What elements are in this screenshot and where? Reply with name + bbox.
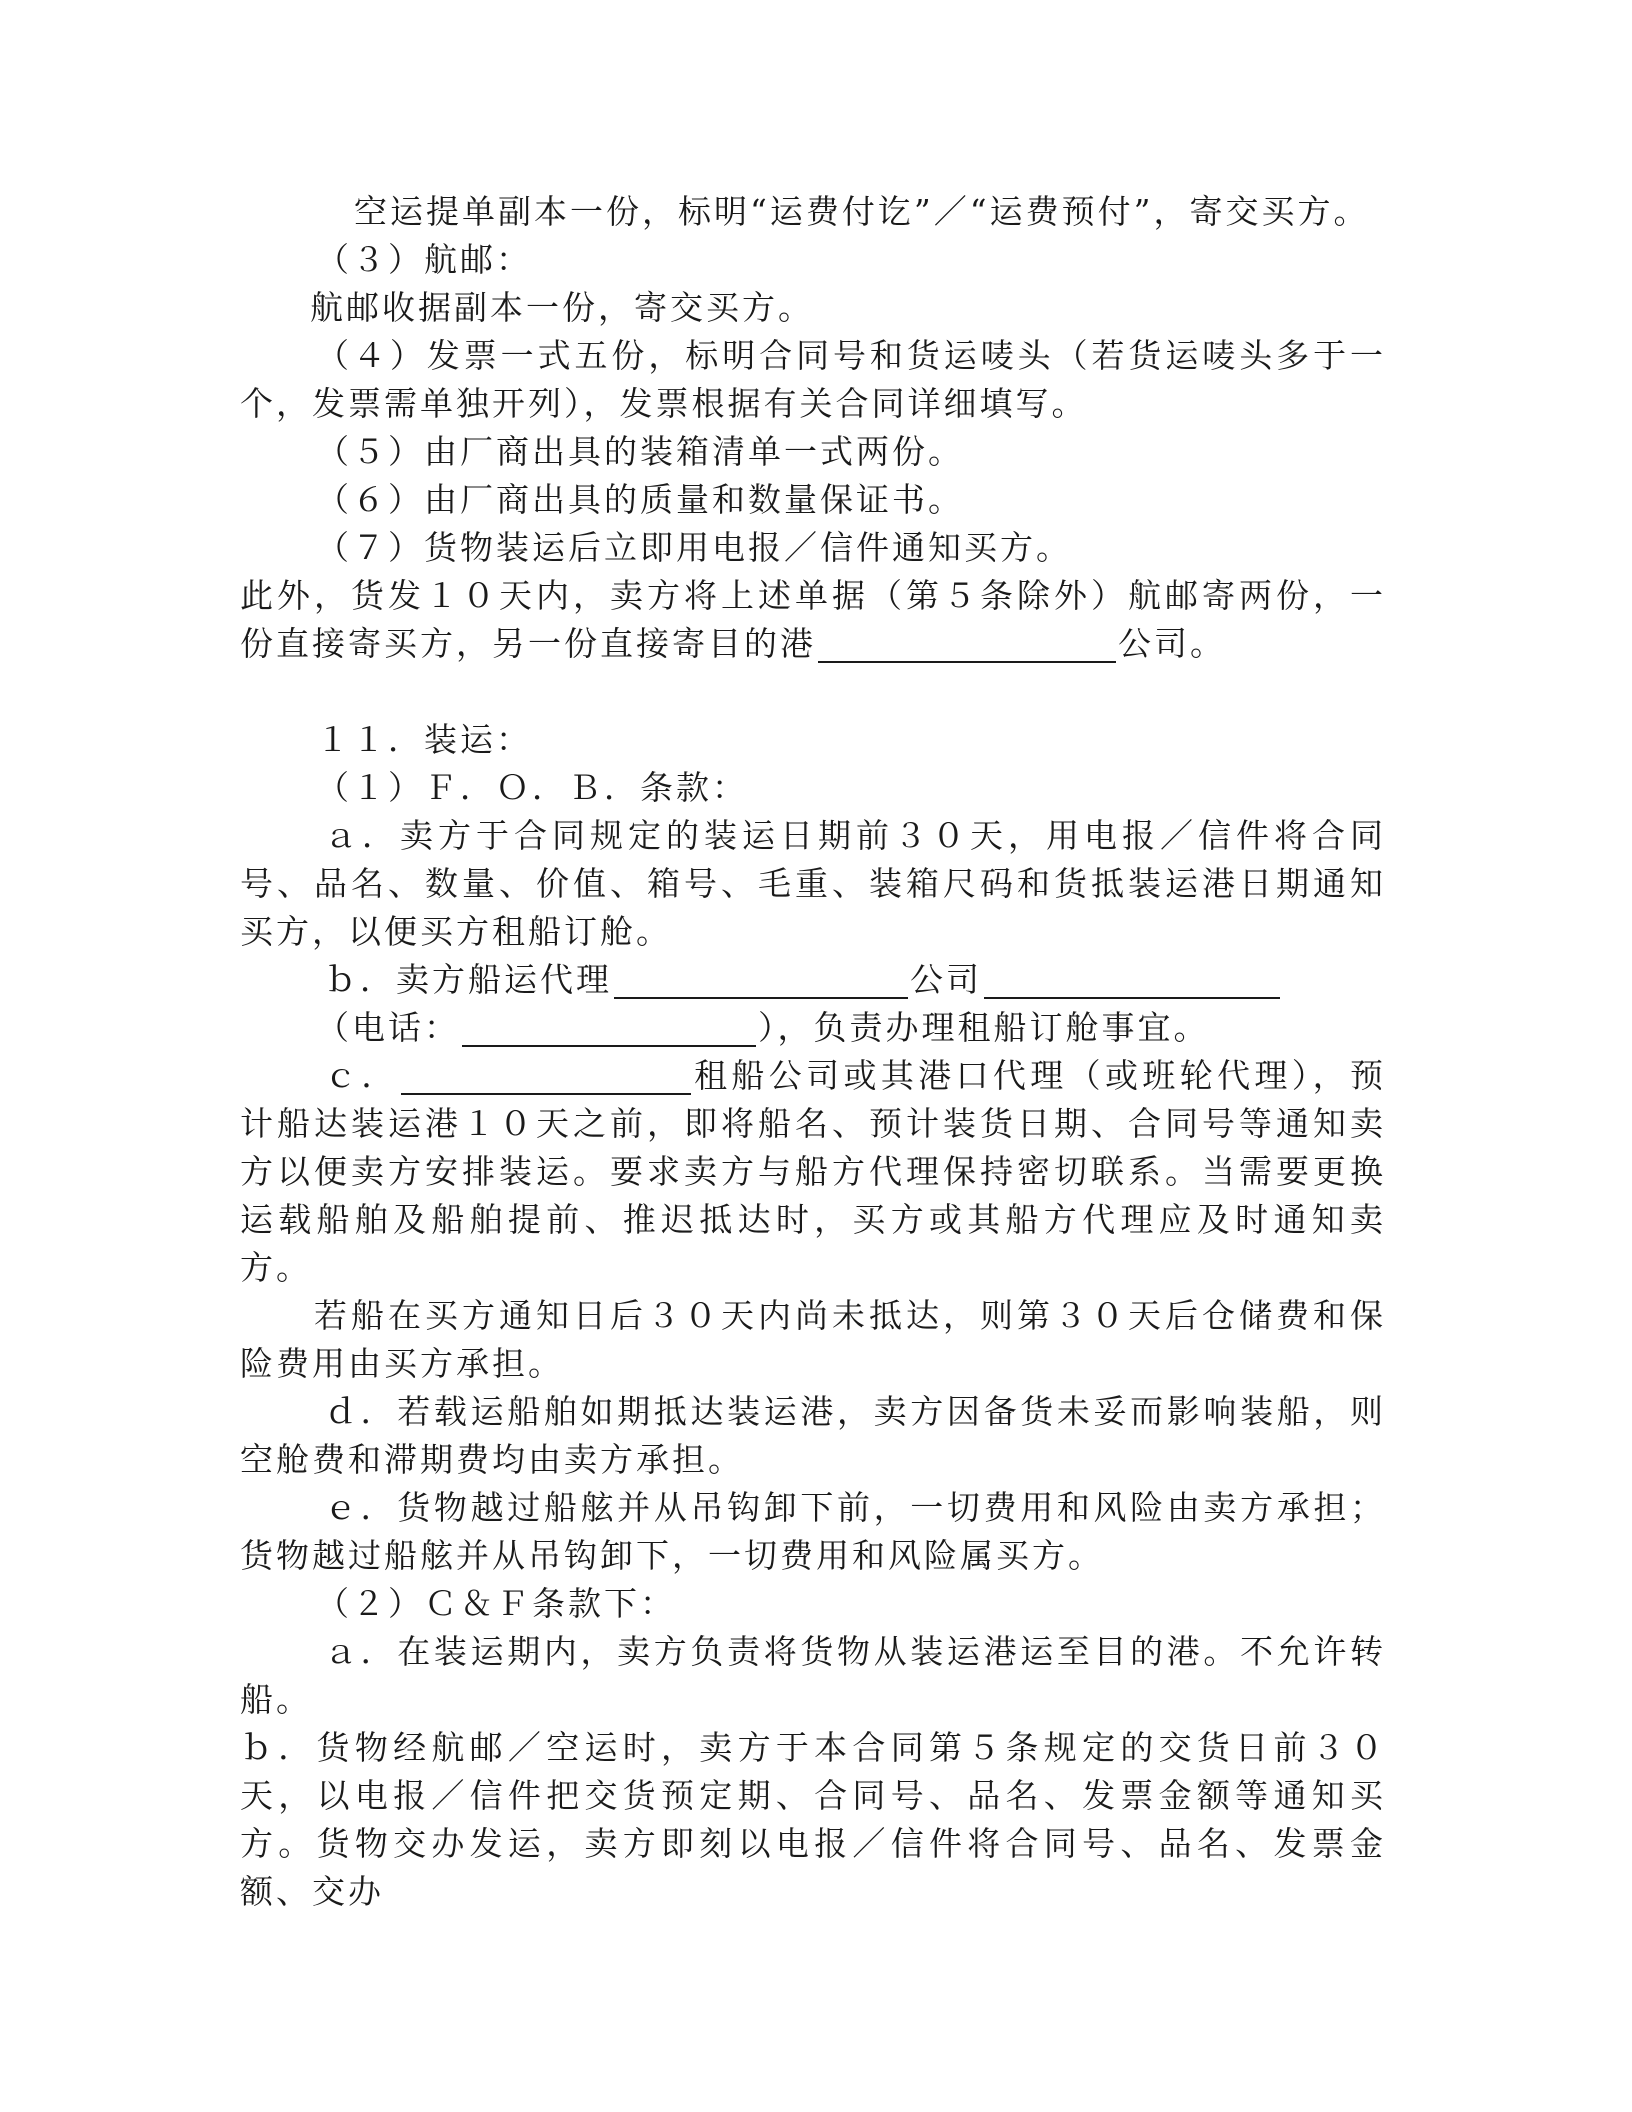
- paragraph-fob-b: [240, 956, 1386, 1004]
- section-spacer: [240, 668, 1386, 716]
- fob-phone-tail: ），负责办理租船订舱事宜。: [758, 1008, 1210, 1047]
- paragraph-cf-a: ａ．在装运期内，卖方负责将货物从装运港运至目的港。不允许转船。: [240, 1632, 1386, 1719]
- fob-c-text: 租船公司或其港口代理（或班轮代理），预计船达装运港１０天之前，即将船名、预计装货日期、合同号等通知卖方以便卖方安排装运。要求卖方与船方代理保持密切联系。当需要更换运载船舶及船舶提前、推迟抵达时，买方或其船方代理应及时通知卖方。: [240, 1056, 1387, 1287]
- paragraph-fob-c: [240, 1052, 1386, 1292]
- fob-c-label: ｃ．: [324, 1056, 399, 1095]
- documents-mailing-tail: 公司。: [1118, 624, 1226, 663]
- paragraph-fob-heading: （１）Ｆ．Ｏ．Ｂ．条款：: [316, 768, 748, 807]
- paragraph-airmail-receipt: 航邮收据副本一份，寄交买方。: [310, 288, 814, 327]
- paragraph-fob-storage: 若船在买方通知日后３０天内尚未抵达，则第３０天后仓储费和保险费用由买方承担。: [240, 1296, 1386, 1383]
- fob-b-company: 公司: [910, 960, 982, 999]
- paragraph-fob-a: ａ．卖方于合同规定的装运日期前３０天，用电报／信件将合同号、品名、数量、价值、箱号、毛重、装箱尺码和货抵装运港日期通知买方，以便买方租船订舱。: [240, 816, 1386, 951]
- destination-port-blank[interactable]: [818, 625, 1116, 663]
- shipping-agent-company-blank[interactable]: [984, 961, 1280, 999]
- paragraph-invoice: （４）发票一式五份，标明合同号和货运唛头（若货运唛头多于一个，发票需单独开列），发票根据有关合同详细填写。: [240, 336, 1386, 423]
- documents-mailing-text: 此外，货发１０天内，卖方将上述单据（第５条除外）航邮寄两份，一份直接寄买方，另一份直接寄目的港: [240, 576, 1386, 663]
- paragraph-cf-heading: （２）Ｃ＆Ｆ条款下：: [316, 1584, 676, 1623]
- paragraph-cf-b: ｂ．货物经航邮／空运时，卖方于本合同第５条规定的交货日前３０天，以电报／信件把交货预定期、合同号、品名、发票金额等通知买方。货物交办发运，卖方即刻以电报／信件将合同号、品名、发票金额、交办: [240, 1728, 1386, 1911]
- fob-b-text: ｂ．卖方船运代理: [324, 960, 612, 999]
- charter-company-blank[interactable]: [401, 1057, 691, 1095]
- paragraph-shipment-notice: （７）货物装运后立即用电报／信件通知买方。: [316, 528, 1072, 567]
- paragraph-fob-d: ｄ．若载运船舶如期抵达装运港，卖方因备货未妥而影响装船，则空舱费和滞期费均由卖方承担。: [240, 1392, 1386, 1479]
- fob-phone-label: （电话：: [316, 1008, 460, 1047]
- paragraph-packing-list: （５）由厂商出具的装箱清单一式两份。: [316, 432, 964, 471]
- paragraph-quality-certificate: （６）由厂商出具的质量和数量保证书。: [316, 480, 964, 519]
- paragraph-air-waybill: 空运提单副本一份，标明“运费付讫”／“运费预付”，寄交买方。: [354, 192, 1370, 231]
- paragraph-fob-phone: [240, 1004, 1386, 1052]
- paragraph-documents-mailing: [240, 572, 1386, 668]
- phone-blank[interactable]: [462, 1009, 756, 1047]
- paragraph-airmail-heading: （３）航邮：: [316, 240, 532, 279]
- section-heading-shipment: １１．装运：: [316, 720, 532, 759]
- document-page: [240, 188, 1386, 1916]
- paragraph-fob-e: ｅ．货物越过船舷并从吊钩卸下前，一切费用和风险由卖方承担；货物越过船舷并从吊钩卸下，一切费用和风险属买方。: [240, 1488, 1386, 1575]
- shipping-agent-blank[interactable]: [614, 961, 908, 999]
